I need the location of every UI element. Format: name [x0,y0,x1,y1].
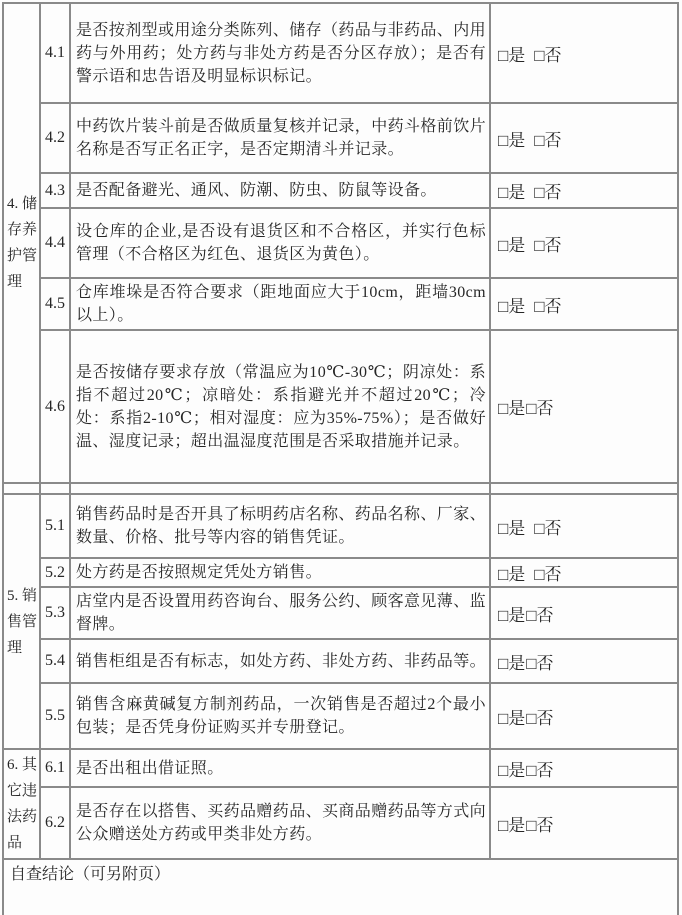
conclusion-cell [3,859,678,915]
item-text-cell: 销售药品时是否开具了标明药店名称、药品名称、厂家、数量、价格、批号等内容的销售凭证。 [70,494,490,558]
item-number-cell: 4.6 [40,330,70,483]
table-row [3,787,678,859]
no-checkbox[interactable]: □否 [534,565,562,584]
yes-checkbox[interactable]: □是 [498,653,526,673]
answer-cell [490,103,678,173]
conclusion-label: 自查结论（可另附页） [10,866,171,883]
table-row [3,330,678,483]
table-row [3,3,678,103]
table-row [3,494,678,558]
table-row [3,749,678,787]
yes-checkbox[interactable]: □是 [498,235,526,255]
item-text-cell: 设仓库的企业,是否设有退货区和不合格区，并实行色标管理（不合格区为红色、退货区为黄色）。 [70,208,490,278]
table-row [3,208,678,278]
answer-cell [490,494,678,558]
yes-checkbox[interactable]: □是 [498,815,526,835]
item-number-cell: 5.3 [40,587,70,639]
yes-checkbox[interactable]: □是 [498,605,526,625]
item-number-cell: 4.5 [40,278,70,330]
item-number-cell: 5.4 [40,639,70,683]
no-checkbox[interactable]: □否 [526,815,554,835]
answer-cell [490,787,678,859]
table-row [3,173,678,208]
no-checkbox[interactable]: □否 [526,605,554,625]
answer-cell [490,558,678,587]
section-gap-row [3,483,678,494]
spacer-cell [3,483,40,494]
table-row [3,558,678,587]
yes-checkbox[interactable]: □是 [498,518,526,538]
item-number-cell: 5.5 [40,683,70,749]
item-number-cell: 6.1 [40,749,70,787]
no-checkbox[interactable]: □否 [526,653,554,673]
yes-checkbox[interactable]: □是 [498,45,526,65]
table-row [3,639,678,683]
category-cell-other-illegal: 6. 其它违法药品 [3,749,40,859]
answer-cell [490,278,678,330]
no-checkbox[interactable]: □否 [526,399,554,418]
no-checkbox[interactable]: □否 [534,296,562,316]
item-number-cell: 4.4 [40,208,70,278]
no-checkbox[interactable]: □否 [526,708,554,728]
answer-cell [490,173,678,208]
item-number-cell: 4.1 [40,3,70,103]
category-cell-sales: 5. 销售管理 [3,494,40,749]
category-cell-storage: 4. 储存养护管理 [3,3,40,483]
yes-checkbox[interactable]: □是 [498,565,526,584]
item-number-cell: 5.2 [40,558,70,587]
item-text-cell: 是否按剂型或用途分类陈列、储存（药品与非药品、内用药与外用药；处方药与非处方药是否分区存放）；是否有警示语和忠告语及明显标识标记。 [70,3,490,103]
item-text-cell: 是否按储存要求存放（常温应为10℃-30℃；阴凉处：系指不超过20℃；凉暗处：系指避光并不超过20℃；冷处：系指2-10℃；相对湿度：应为35%-75%）；是否做好温、湿度记录；超出温湿度范围是否采取措施并记录。 [70,330,490,483]
spacer-cell [70,483,490,494]
no-checkbox[interactable]: □否 [534,235,562,255]
yes-checkbox[interactable]: □是 [498,760,526,780]
item-number-cell: 4.2 [40,103,70,173]
yes-checkbox[interactable]: □是 [498,708,526,728]
table-row [3,587,678,639]
answer-cell [490,330,678,483]
yes-checkbox[interactable]: □是 [498,399,526,418]
inspection-table [2,2,679,915]
spacer-cell [40,483,70,494]
item-text-cell: 是否配备避光、通风、防潮、防虫、防鼠等设备。 [70,173,490,208]
item-text-cell: 中药饮片装斗前是否做质量复核并记录，中药斗格前饮片名称是否写正名正字，是否定期清斗并记录。 [70,103,490,173]
item-text-cell: 处方药是否按照规定凭处方销售。 [70,558,490,587]
item-text-cell: 是否存在以搭售、买药品赠药品、买商品赠药品等方式向公众赠送处方药或甲类非处方药。 [70,787,490,859]
item-number-cell: 6.2 [40,787,70,859]
spacer-cell [490,483,678,494]
answer-cell [490,3,678,103]
item-text-cell: 店堂内是否设置用药咨询台、服务公约、顾客意见薄、监督牌。 [70,587,490,639]
yes-checkbox[interactable]: □是 [498,183,526,202]
table-row [3,103,678,173]
no-checkbox[interactable]: □否 [534,183,562,202]
item-number-cell: 5.1 [40,494,70,558]
no-checkbox[interactable]: □否 [534,45,562,65]
table-row [3,278,678,330]
item-text-cell: 销售柜组是否有标志，如处方药、非处方药、非药品等。 [70,639,490,683]
item-text-cell: 销售含麻黄碱复方制剂药品，一次销售是否超过2个最小包装；是否凭身份证购买并专册登记。 [70,683,490,749]
yes-checkbox[interactable]: □是 [498,130,526,150]
answer-cell [490,587,678,639]
yes-checkbox[interactable]: □是 [498,296,526,316]
conclusion-input-area[interactable] [10,886,671,915]
answer-cell [490,639,678,683]
table-row [3,859,678,915]
answer-cell [490,683,678,749]
answer-cell [490,208,678,278]
no-checkbox[interactable]: □否 [526,760,554,780]
no-checkbox[interactable]: □否 [534,130,562,150]
no-checkbox[interactable]: □否 [534,518,562,538]
item-text-cell: 仓库堆垛是否符合要求（距地面应大于10cm，距墙30cm以上）。 [70,278,490,330]
answer-cell [490,749,678,787]
item-number-cell: 4.3 [40,173,70,208]
item-text-cell: 是否出租出借证照。 [70,749,490,787]
table-row [3,683,678,749]
